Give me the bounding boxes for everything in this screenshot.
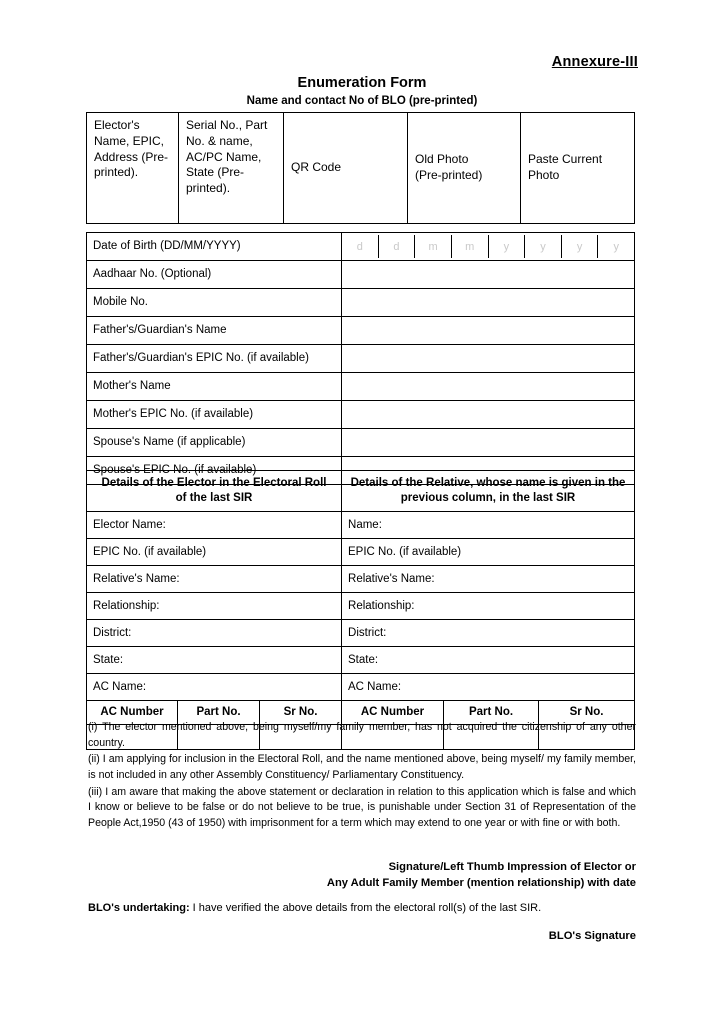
personal-row-value[interactable] [342, 289, 635, 317]
dob-box-m-3[interactable]: m [452, 235, 489, 258]
elector-signature-line-1: Signature/Left Thumb Impression of Elector or [388, 861, 636, 873]
sir-row-label-right[interactable]: Name: [342, 511, 635, 538]
sir-row-label-right[interactable]: District: [342, 619, 635, 646]
sir-row-label-left[interactable]: AC Name: [87, 673, 342, 700]
table-row [87, 401, 635, 429]
dob-box-group [342, 235, 634, 258]
sir-sub-header: Sr No. [539, 700, 635, 724]
table-row [87, 233, 635, 261]
sir-header-elector: Details of the Elector in the Electoral Roll of the last SIR [87, 471, 342, 512]
table-row [87, 113, 635, 224]
old-photo-line-2: (Pre-printed) [415, 168, 483, 182]
sir-row-label-left[interactable]: District: [87, 619, 342, 646]
sir-details-table [86, 470, 635, 750]
declaration-paragraph: (ii) I am applying for inclusion in the Electoral Roll, and the name mentioned above, being myself/ my family member, is not included in any other Assembly Constituency/ Parliamentary Constituency. [88, 753, 636, 782]
table-row [87, 673, 635, 700]
blo-undertaking [88, 901, 636, 916]
sir-row-label-right[interactable]: Relationship: [342, 592, 635, 619]
blo-undertaking-text: I have verified the above details from the electoral roll(s) of the last SIR. [189, 902, 542, 914]
blo-undertaking-label: BLO's undertaking: [88, 902, 190, 914]
personal-row-value[interactable] [342, 261, 635, 289]
sir-row-label-right[interactable]: EPIC No. (if available) [342, 538, 635, 565]
table-row [87, 471, 635, 512]
table-row [87, 373, 635, 401]
annexure-text: Annexure-III [551, 54, 638, 70]
personal-row-label: Date of Birth (DD/MM/YYYY) [87, 233, 342, 261]
cell-old-photo [408, 113, 521, 224]
sir-header-relative: Details of the Relative, whose name is given in the previous column, in the last SIR [342, 471, 635, 512]
dob-box-d-0[interactable]: d [342, 235, 379, 258]
cell-qr-code: QR Code [284, 113, 408, 224]
table-row [87, 345, 635, 373]
table-row [87, 538, 635, 565]
table-row [87, 289, 635, 317]
sir-sub-header: Part No. [444, 700, 539, 724]
personal-row-value[interactable] [342, 317, 635, 345]
personal-row-value[interactable] [342, 233, 635, 261]
cell-elector-details: Elector's Name, EPIC, Address (Pre-printed). [87, 113, 179, 224]
personal-row-label: Aadhaar No. (Optional) [87, 261, 342, 289]
sir-sub-header: AC Number [87, 700, 178, 724]
sir-row-label-left[interactable]: Relative's Name: [87, 565, 342, 592]
old-photo-line-1: Old Photo [415, 152, 469, 167]
dob-box-y-4[interactable]: y [489, 235, 526, 258]
sir-row-label-right[interactable]: Relative's Name: [342, 565, 635, 592]
cell-paste-current-photo[interactable] [521, 113, 635, 224]
sir-sub-header: Part No. [178, 700, 260, 724]
table-row [87, 317, 635, 345]
personal-row-label: Father's/Guardian's EPIC No. (if available) [87, 345, 342, 373]
table-row [87, 646, 635, 673]
table-row [87, 619, 635, 646]
dob-box-m-2[interactable]: m [415, 235, 452, 258]
sir-row-label-left[interactable]: State: [87, 646, 342, 673]
personal-row-value[interactable] [342, 345, 635, 373]
dob-box-y-5[interactable]: y [525, 235, 562, 258]
dob-box-y-6[interactable]: y [562, 235, 599, 258]
elector-signature-label [86, 859, 636, 891]
personal-details-table [86, 232, 635, 485]
table-row [87, 511, 635, 538]
blo-signature-label: BLO's Signature [548, 930, 636, 942]
personal-row-label: Mother's EPIC No. (if available) [87, 401, 342, 429]
table-row [87, 261, 635, 289]
sir-row-label-left[interactable]: EPIC No. (if available) [87, 538, 342, 565]
declaration-paragraph: (iii) I am aware that making the above statement or declaration in relation to this application which is false and which I know or believe to be false or do not believe to be true, is punishable under Section 31 of Representation of the People Act,1950 (43 of 1950) with imprisonment for a term which may extend to one year or with fine or with both. [88, 785, 636, 830]
table-row [87, 429, 635, 457]
personal-row-label: Spouse's EPIC No. (if available) [87, 457, 342, 485]
sir-row-label-left[interactable]: Relationship: [87, 592, 342, 619]
identity-table [86, 112, 635, 224]
sir-row-label-left[interactable]: Elector Name: [87, 511, 342, 538]
personal-row-value[interactable] [342, 429, 635, 457]
sir-sub-header: Sr No. [260, 700, 342, 724]
dob-box-d-1[interactable]: d [379, 235, 416, 258]
personal-row-label: Mobile No. [87, 289, 342, 317]
table-row [87, 565, 635, 592]
personal-row-label: Mother's Name [87, 373, 342, 401]
personal-row-label: Spouse's Name (if applicable) [87, 429, 342, 457]
personal-row-label: Father's/Guardian's Name [87, 317, 342, 345]
blo-preprinted-line: Name and contact No of BLO (pre-printed) [246, 95, 478, 107]
sir-row-label-right[interactable]: State: [342, 646, 635, 673]
elector-signature-line-2: Any Adult Family Member (mention relationship) with date [326, 877, 636, 890]
dob-box-y-7[interactable]: y [613, 240, 619, 253]
paste-photo-line-2: Photo [528, 168, 560, 182]
paste-photo-line-1: Paste Current [528, 152, 603, 167]
sir-sub-header: AC Number [342, 700, 444, 724]
personal-row-value[interactable] [342, 401, 635, 429]
annexure-label [86, 54, 638, 70]
page-title: Enumeration Form [297, 75, 427, 91]
declarations-block [88, 720, 636, 833]
declaration-paragraph: (i) The elector mentioned above, being myself/my family member, has not acquired the citizenship of any other country. [88, 721, 636, 749]
sir-row-label-right[interactable]: AC Name: [342, 673, 635, 700]
cell-serial-details: Serial No., Part No. & name, AC/PC Name, State (Pre-printed). [179, 113, 284, 224]
table-row [87, 592, 635, 619]
personal-row-value[interactable] [342, 373, 635, 401]
